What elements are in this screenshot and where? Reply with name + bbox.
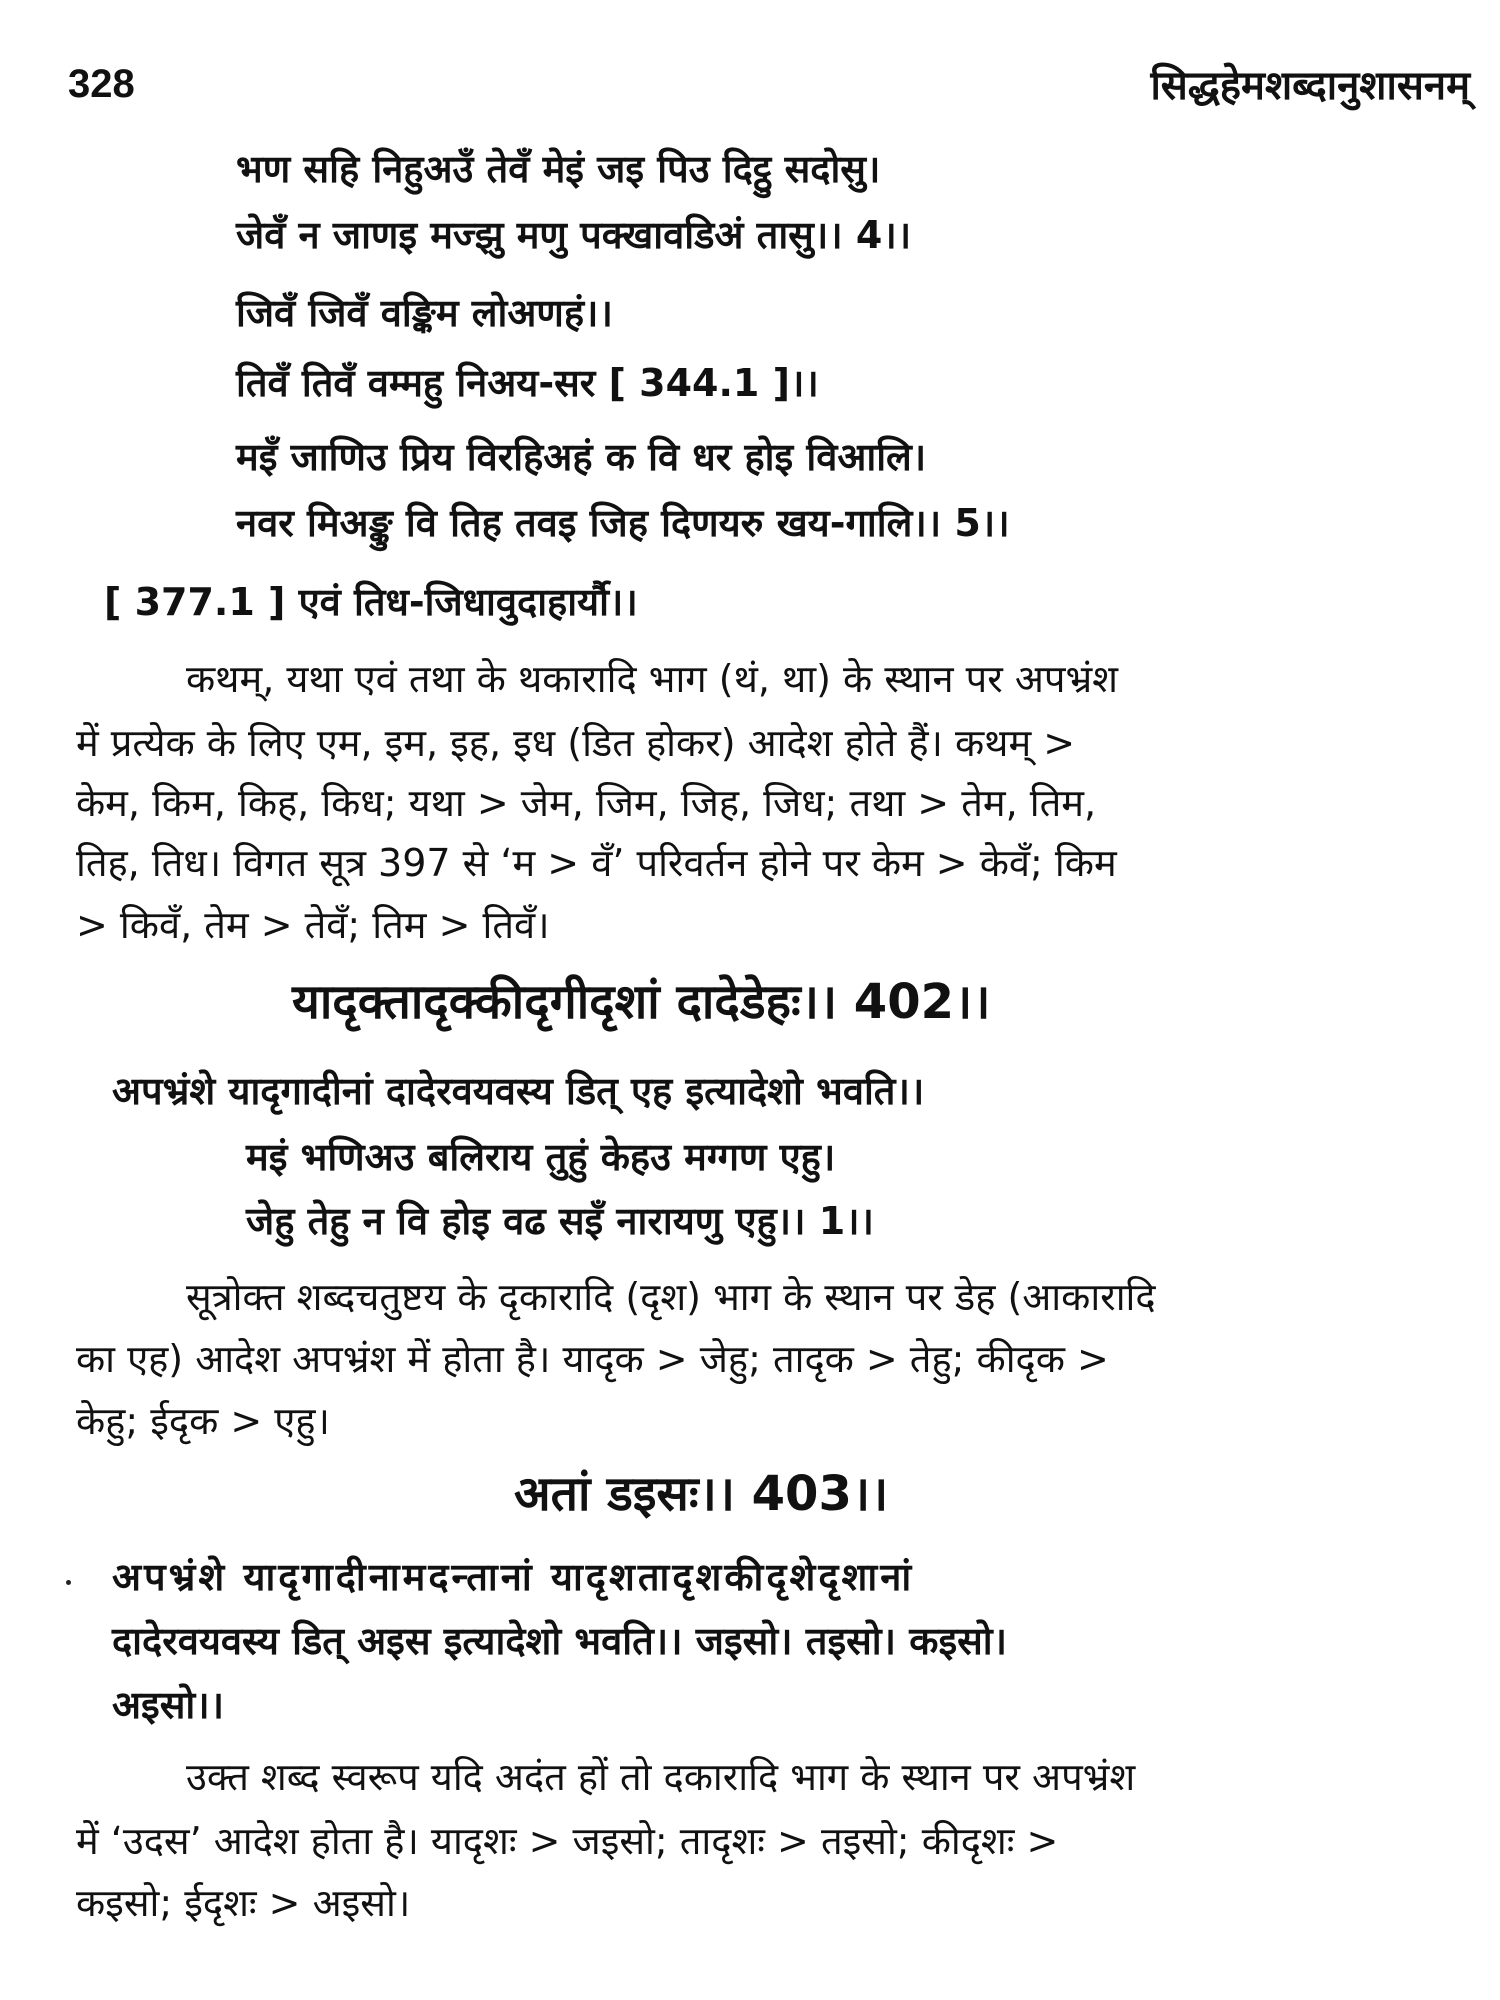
commentary-line: > किवँ, तेम > तेवँ; तिम > तिवँ। [76,903,550,947]
page-number: 328 [68,62,135,106]
verse-line: मइं भणिअउ बलिराय तुहुं केहउ मग्गण एहु। [246,1135,836,1179]
running-title: सिद्धहेमशब्दानुशासनम् [1150,63,1470,109]
verse-line: भण सहि निहुअउँ तेवँ मेइं जइ पिउ दिट्ठु सदोसु। [236,147,881,191]
commentary-line: केम, किम, किह, किध; यथा > जेम, जिम, जिह, जिध; तथा > तेम, तिम, [76,781,1097,825]
commentary-line: में ‘उदस’ आदेश होता है। यादृशः > जइसो; तादृशः > तइसो; कीदृशः > [76,1819,1059,1863]
ink-dot [66,1580,71,1585]
sutra-402-title: यादृक्तादृक्कीदृगीदृशां दादेडेहः।। 402।। [292,974,991,1030]
verse-line: जेवँ न जाणइ मज्झु मणु पक्खावडिअं तासु।। 4।। [236,213,912,257]
commentary-line: कथम्, यथा एवं तथा के थकारादि भाग (थं, था) के स्थान पर अपभ्रंश [186,657,1119,701]
commentary-line: सूत्रोक्त शब्दचतुष्टय के दृकारादि (दृश) भाग के स्थान पर डेह (आकारादि [186,1275,1156,1319]
verse-line: नवर मिअङ्कु वि तिह तवइ जिह दिणयरु खय-गालि।। 5।। [236,501,1010,545]
note-377: [ 377.1 ] एवं तिध-जिधावुदाहार्यौ।। [104,580,638,624]
commentary-line: उक्त शब्द स्वरूप यदि अदंत हों तो दकारादि भाग के स्थान पर अपभ्रंश [186,1755,1136,1799]
commentary-line: केहु; ईदृक > एहु। [76,1399,330,1443]
page-header [68,48,1470,118]
verse-line: जेहु तेहु न वि होइ वढ सइँ नारायणु एहु।। 1।। [246,1199,874,1243]
commentary-line: का एह) आदेश अपभ्रंश में होता है। यादृक > जेहु; तादृक > तेहु; कीदृक > [76,1337,1109,1381]
sutra-403-vritti-line: दादेरवयवस्य डित् अइस इत्यादेशो भवति।। जइसो। तइसो। कइसो। [112,1619,1008,1663]
sutra-403-vritti-line: अइसो।। [112,1683,225,1727]
sutra-403-title: अतां डइसः।। 403।। [514,1466,889,1522]
verse-line: मइँ जाणिउ प्रिय विरहिअहं क वि धर होइ विआलि। [236,435,927,479]
sutra-403-vritti-line: अपभ्रंशे यादृगादीनामदन्तानां यादृशतादृशकीदृशेदृशानां [112,1555,915,1599]
sutra-402-vritti: अपभ्रंशे यादृगादीनां दादेरवयवस्य डित् एह इत्यादेशो भवति।। [112,1069,925,1113]
commentary-line: तिह, तिध। विगत सूत्र 397 से ‘म > वँ’ परिवर्तन होने पर केम > केवँ; किम [76,841,1117,885]
commentary-line: में प्रत्येक के लिए एम, इम, इह, इध (डित होकर) आदेश होते हैं। कथम् > [76,721,1076,765]
commentary-line: कइसो; ईदृशः > अइसो। [76,1881,411,1925]
verse-line: जिवँ जिवँ वङ्किम लोअणहं।। [236,291,613,335]
verse-line: तिवँ तिवँ वम्महु निअय-सर [ 344.1 ]।। [236,361,819,405]
